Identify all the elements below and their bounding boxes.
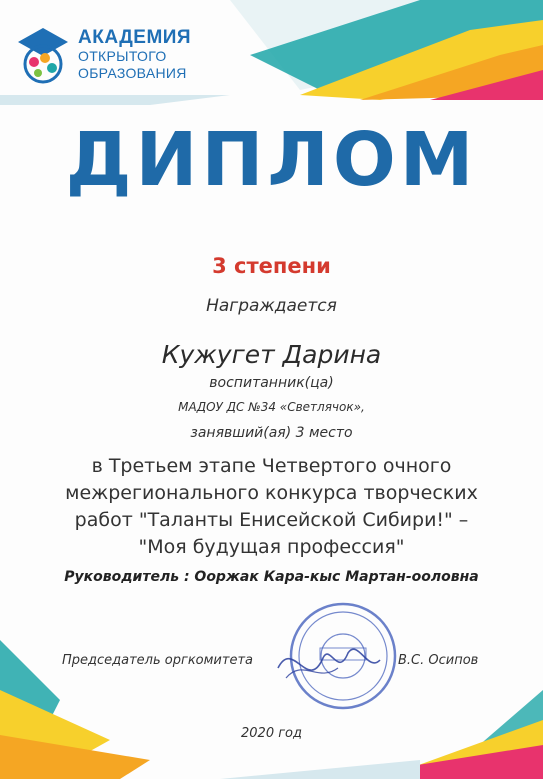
competition-line-2: межрегионального конкурса творческих [65,482,478,504]
logo-line-3: ОБРАЗОВАНИЯ [78,65,187,81]
top-band-bottom-line [0,95,230,105]
official-seal-stamp [268,598,398,716]
academy-logo [12,18,212,88]
academy-logo-text [78,28,191,82]
recipient-name: Кужугет Дарина [161,340,382,369]
leader-line: Руководитель : Ооржак Кара-кыс Мартан-ооловна [64,569,479,585]
competition-line-4: "Моя будущая профессия" [138,536,405,558]
logo-line-2: ОТКРЫТОГО [78,48,167,64]
academy-emblem-icon [12,24,74,86]
recipient-organization: МАДОУ ДС №34 «Светлячок», [178,400,365,414]
chairman-name: В.С. Осипов [398,653,479,668]
chairman-title: Председатель оргкомитета [62,653,253,668]
diploma-degree: 3 степени [212,254,331,278]
diploma-year: 2020 год [241,726,302,741]
awarded-label: Награждается [206,296,337,316]
recipient-place: занявший(ая) 3 место [190,425,353,441]
diploma-title: ДИПЛОМ [65,117,478,203]
competition-line-1: в Третьем этапе Четвертого очного [91,455,452,477]
recipient-role: воспитанник(ца) [209,375,334,391]
bottom-light-band [220,760,420,779]
competition-line-3: работ "Таланты Енисейской Сибири!" – [74,509,469,531]
logo-line-1: АКАДЕМИЯ [78,27,192,48]
